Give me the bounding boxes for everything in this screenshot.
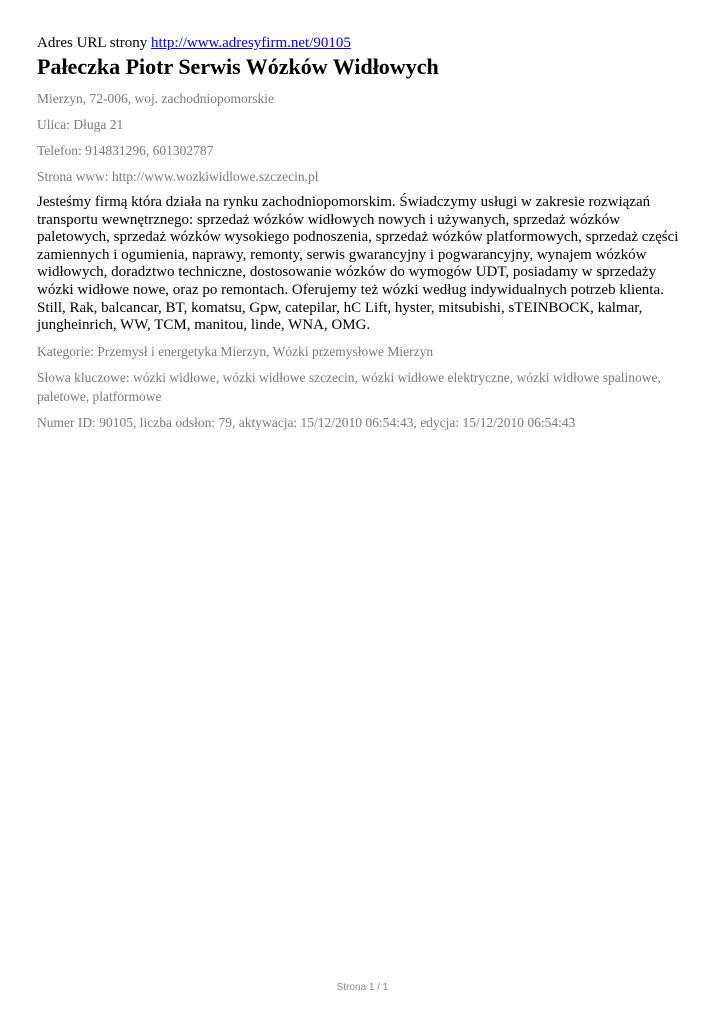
url-prefix: Adres URL strony bbox=[37, 35, 148, 51]
page-footer: Strona 1 / 1 bbox=[336, 982, 389, 993]
company-title: Pałeczka Piotr Serwis Wózków Widłowych bbox=[37, 54, 439, 79]
document-page bbox=[37, 33, 687, 439]
company-website: Strona www: http://www.wozkiwidlowe.szczecin.pl bbox=[37, 169, 319, 184]
record-info: Numer ID: 90105, liczba odsłon: 79, aktywacja: 15/12/2010 06:54:43, edycja: 15/12/2010 06:54:43 bbox=[37, 414, 576, 430]
company-street: Ulica: Długa 21 bbox=[37, 117, 124, 132]
page-url-link[interactable]: http://www.adresyfirm.net/90105 bbox=[151, 35, 351, 51]
company-location: Mierzyn, 72-006, woj. zachodniopomorskie bbox=[37, 91, 274, 106]
categories: Kategorie: Przemysł i energetyka Mierzyn, Wózki przemysłowe Mierzyn bbox=[37, 343, 434, 359]
url-line bbox=[37, 33, 687, 53]
keywords: Słowa kluczowe: wózki widłowe, wózki widłowe szczecin, wózki widłowe elektryczne, wózki widłowe spalinowe, paletowe, platformowe bbox=[37, 369, 661, 404]
company-phone: Telefon: 914831296, 601302787 bbox=[37, 143, 214, 158]
company-description: Jesteśmy firmą która działa na rynku zachodniopomorskim. Świadczymy usługi w zakresie rozwiązań transportu wewnętrznego: sprzedaż wózków widłowych nowych i używanych, sprzedaż wózków paletowych, sprzedaż wózków wysokiego podnoszenia, sprzedaż wózków platformowych, sprzedaż części zamiennych i ogumienia, naprawy, remonty, serwis gwarancyjny i pogwarancyjny, wynajem wózków widłowych, doradztwo techniczne, dostosowanie wózków do wymogów UDT, posiadamy w sprzedaży wózki widłowe nowe, oraz po remontach. Oferujemy też wózki według indywidualnych potrzeb klienta. Still, Rak, balcancar, BT, komatsu, Gpw, catepilar, hC Lift, hyster, mitsubishi, sTEINBOCK, kalmar, jungheinrich, WW, TCM, manitou, linde, WNA, OMG. bbox=[37, 194, 679, 334]
